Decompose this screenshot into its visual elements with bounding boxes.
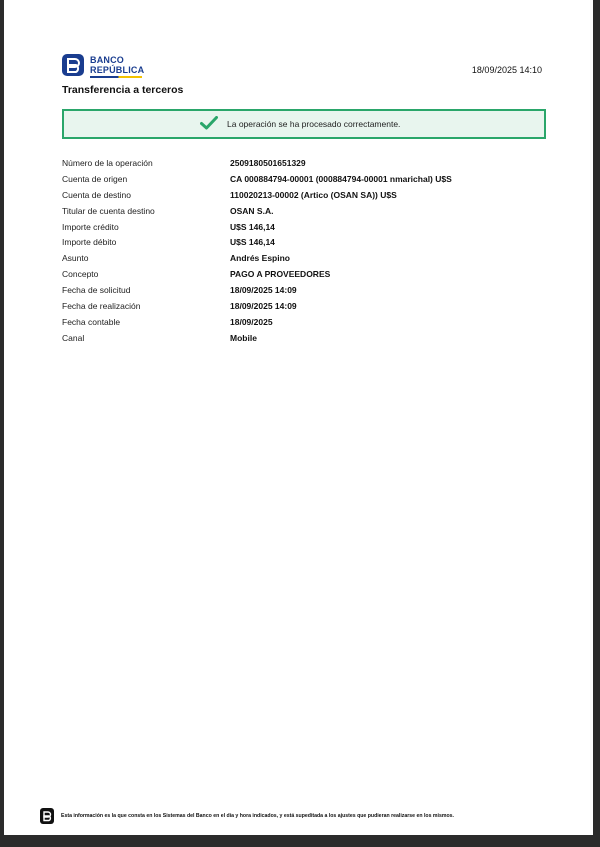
header-datetime: 18/09/2025 14:10	[471, 65, 542, 75]
receipt-page	[4, 0, 593, 835]
detail-label: Número de la operación	[62, 157, 153, 168]
detail-value: OSAN S.A.	[230, 205, 274, 216]
detail-label: Titular de cuenta destino	[62, 205, 155, 216]
detail-row	[62, 203, 452, 219]
detail-label: Concepto	[62, 269, 99, 280]
detail-row	[62, 282, 452, 298]
detail-label: Cuenta de origen	[62, 173, 128, 184]
detail-label: Importe débito	[62, 237, 117, 248]
bank-logo	[62, 54, 144, 76]
page-title: Transferencia a terceros	[62, 84, 184, 96]
detail-label: Importe crédito	[62, 221, 119, 232]
detail-row	[62, 314, 452, 330]
detail-label: Cuenta de destino	[62, 189, 131, 200]
detail-value: 2509180501651329	[230, 157, 306, 168]
bank-logo-icon	[62, 54, 84, 76]
success-banner	[62, 109, 546, 139]
detail-value: PAGO A PROVEEDORES	[230, 269, 331, 280]
detail-row	[62, 250, 452, 266]
detail-value: 18/09/2025 14:09	[230, 300, 297, 311]
detail-label: Fecha contable	[62, 316, 121, 327]
detail-row	[62, 234, 452, 250]
detail-label: Fecha de realización	[62, 300, 141, 311]
check-icon	[200, 116, 218, 135]
detail-label: Canal	[62, 332, 85, 343]
bank-name-line1: BANCO	[90, 55, 124, 65]
detail-row	[62, 219, 452, 235]
detail-row	[62, 330, 452, 346]
detail-value: 18/09/2025	[230, 316, 273, 327]
bank-name-line2: REPÚBLICA	[90, 65, 145, 75]
detail-row	[62, 155, 452, 171]
success-message: La operación se ha procesado correctamente.	[227, 119, 401, 129]
operation-details	[62, 155, 452, 346]
detail-row	[62, 298, 452, 314]
footer-disclaimer	[40, 808, 454, 824]
detail-value: U$S 146,14	[230, 237, 275, 248]
detail-value: 110020213-00002 (Artico (OSAN SA)) U$S	[230, 189, 397, 200]
detail-value: CA 000884794-00001 (000884794-00001 nmarichal) U$S	[230, 173, 452, 184]
detail-value: 18/09/2025 14:09	[230, 285, 297, 296]
detail-value: Andrés Espino	[230, 253, 290, 264]
footer-text: Esta información es la que consta en los Sistemas del Banco en el día y hora indicados, y está supeditada a los ajustes que pudieran realizarse en los mismos.	[61, 813, 454, 819]
detail-label: Asunto	[62, 253, 89, 264]
detail-value: Mobile	[230, 332, 257, 343]
bank-name	[90, 55, 144, 75]
logo-underline	[90, 76, 142, 78]
detail-label: Fecha de solicitud	[62, 285, 131, 296]
bank-footer-icon	[40, 808, 54, 824]
detail-row	[62, 171, 452, 187]
detail-value: U$S 146,14	[230, 221, 275, 232]
detail-row	[62, 266, 452, 282]
detail-row	[62, 187, 452, 203]
